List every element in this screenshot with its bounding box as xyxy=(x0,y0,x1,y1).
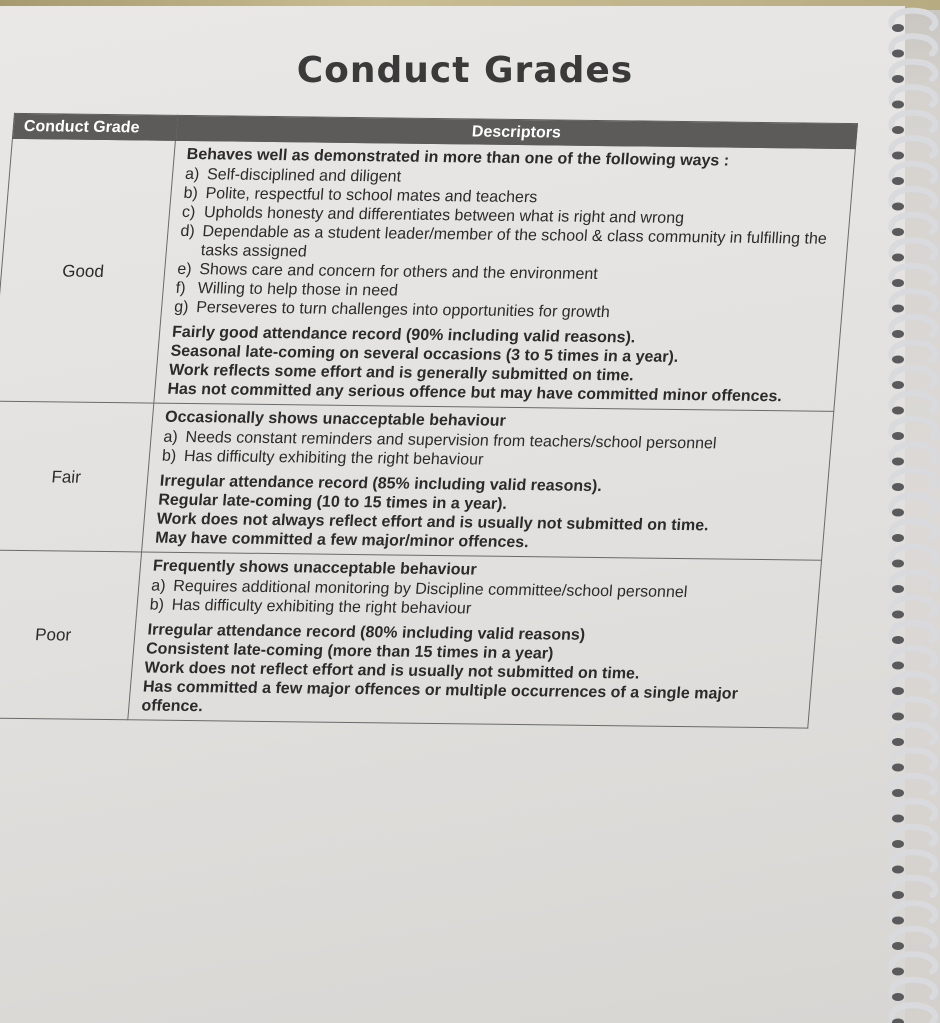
table-row xyxy=(0,401,834,560)
latecoming-criterion: Seasonal late-coming on several occasions (3 to 5 times in a year). xyxy=(169,342,680,366)
behaviour-lead: Frequently shows unacceptable behaviour xyxy=(152,557,478,579)
criteria-block xyxy=(141,621,806,724)
item-letter: b) xyxy=(182,184,199,203)
grade-cell: Fair xyxy=(0,401,154,552)
work-criterion: Work reflects some effort and is generally submitted on time. xyxy=(168,361,635,385)
punch-hole xyxy=(892,789,904,797)
grade-cell: Good xyxy=(0,138,175,403)
spiral-binding xyxy=(884,0,940,1023)
punch-hole xyxy=(892,177,904,185)
descriptor-cell xyxy=(142,403,834,560)
conduct-table-wrapper xyxy=(0,113,858,983)
punch-hole xyxy=(892,866,904,874)
punch-hole xyxy=(892,662,904,670)
descriptor-cell xyxy=(128,552,822,728)
punch-hole xyxy=(892,738,904,746)
punch-hole xyxy=(892,75,904,83)
punch-hole xyxy=(892,687,904,695)
behaviour-list xyxy=(173,165,842,325)
behaviour-lead: Behaves well as demonstrated in more than one of the following ways : xyxy=(186,145,730,170)
item-letter: f) xyxy=(175,279,187,297)
punch-hole xyxy=(892,560,904,568)
punch-hole xyxy=(892,24,904,32)
punch-hole xyxy=(892,458,904,466)
punch-hole xyxy=(892,509,904,517)
item-letter: a) xyxy=(184,165,201,184)
punch-hole xyxy=(892,330,904,338)
criteria-block xyxy=(154,472,817,556)
item-letter: c) xyxy=(181,203,197,222)
item-text: Has difficulty exhibiting the right behaviour xyxy=(171,596,472,618)
table-row xyxy=(0,550,822,728)
punch-hole xyxy=(892,101,904,109)
item-letter: a) xyxy=(150,577,167,595)
punch-hole xyxy=(892,585,904,593)
punch-hole xyxy=(892,815,904,823)
attendance-criterion: Fairly good attendance record (90% including valid reasons). xyxy=(171,323,637,347)
latecoming-criterion: Consistent late-coming (more than 15 times in a year) xyxy=(145,640,555,663)
punch-hole xyxy=(892,968,904,976)
punch-hole xyxy=(892,407,904,415)
attendance-criterion: Irregular attendance record (85% including valid reasons). xyxy=(159,472,603,496)
item-text: Upholds honesty and differentiates between what is right and wrong xyxy=(203,204,685,228)
punch-hole xyxy=(892,917,904,925)
latecoming-criterion: Regular late-coming (10 to 15 times in a year). xyxy=(157,491,508,513)
punch-hole xyxy=(892,840,904,848)
punch-hole xyxy=(892,534,904,542)
punch-hole xyxy=(892,381,904,389)
item-text: Self-disciplined and diligent xyxy=(206,166,402,186)
punch-hole xyxy=(892,203,904,211)
conduct-grades-table xyxy=(0,113,858,729)
punch-hole xyxy=(892,305,904,313)
attendance-criterion: Irregular attendance record (80% including valid reasons) xyxy=(146,621,586,644)
item-letter: e) xyxy=(176,260,193,279)
punch-hole xyxy=(892,713,904,721)
item-text: Needs constant reminders and supervision from teachers/school personnel xyxy=(184,428,718,453)
item-letter: b) xyxy=(149,596,165,614)
punch-hole xyxy=(892,432,904,440)
table-row xyxy=(0,138,855,411)
criteria-block xyxy=(167,323,830,407)
header-conduct-grade: Conduct Grade xyxy=(12,113,177,140)
item-letter: b) xyxy=(161,447,177,465)
punch-hole xyxy=(892,636,904,644)
punch-hole xyxy=(892,50,904,58)
grade-cell: Poor xyxy=(0,550,142,720)
offence-criterion: Has not committed any serious offence but may have committed minor offences. xyxy=(166,380,783,406)
punch-hole xyxy=(892,764,904,772)
punch-hole xyxy=(892,483,904,491)
item-letter: a) xyxy=(162,428,179,446)
item-text: Shows care and concern for others and the environment xyxy=(198,261,599,283)
punch-hole xyxy=(892,254,904,262)
offence-criterion: May have committed a few major/minor offences. xyxy=(154,529,530,552)
work-criterion: Work does not always reflect effort and is usually not submitted on time. xyxy=(156,510,710,535)
punch-hole xyxy=(892,279,904,287)
page-title: Conduct Grades xyxy=(296,50,634,91)
descriptor-cell xyxy=(154,140,856,411)
item-letter: d) xyxy=(179,222,196,241)
punch-hole xyxy=(892,993,904,1001)
item-letter: g) xyxy=(173,298,190,316)
behaviour-list xyxy=(149,577,809,623)
item-text: Willing to help those in need xyxy=(197,280,399,300)
work-criterion: Work does not reflect effort and is usually not submitted on time. xyxy=(143,659,641,683)
punch-hole xyxy=(892,126,904,134)
item-text: Polite, respectful to school mates and teachers xyxy=(204,185,538,207)
offence-criterion: Has committed a few major offences or multiple occurrences of a single major offence. xyxy=(140,678,739,716)
punch-hole xyxy=(892,611,904,619)
punch-hole xyxy=(892,891,904,899)
punch-hole xyxy=(892,356,904,364)
header-descriptors: Descriptors xyxy=(175,115,857,148)
item-text: Requires additional monitoring by Discipline committee/school personnel xyxy=(172,577,688,602)
item-text: Perseveres to turn challenges into opportunities for growth xyxy=(195,299,611,322)
punch-hole xyxy=(892,942,904,950)
punch-hole xyxy=(892,152,904,160)
item-text: Has difficulty exhibiting the right behaviour xyxy=(183,447,485,469)
item-text: Dependable as a student leader/member of the school & class community in fulfilling the tasks assigned xyxy=(200,223,828,261)
punch-hole xyxy=(892,228,904,236)
behaviour-list xyxy=(161,428,821,474)
behaviour-lead: Occasionally shows unacceptable behaviour xyxy=(164,408,507,430)
